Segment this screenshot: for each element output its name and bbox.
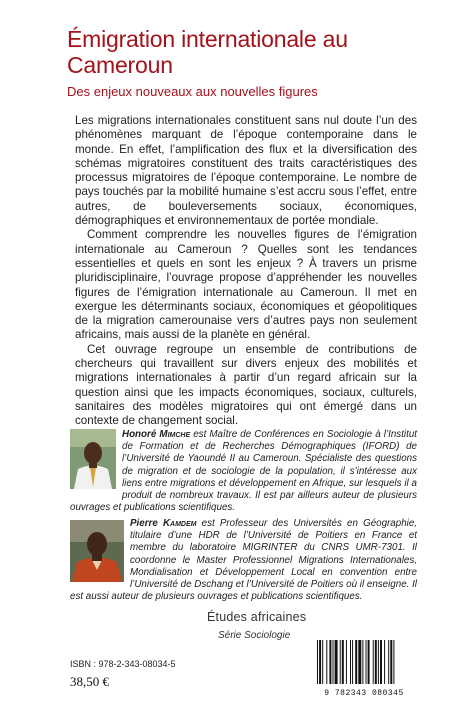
barcode-digits: 9 782343 080345 xyxy=(324,689,404,698)
price: 38,50 € xyxy=(70,674,109,689)
author-2-first-name: Pierre xyxy=(130,518,158,529)
author-2-last-name: Kamdem xyxy=(162,518,197,529)
isbn: ISBN : 978-2-343-08034-5 xyxy=(70,659,176,669)
author-bio-2 xyxy=(70,518,417,603)
book-subtitle: Des enjeux nouveaux aux nouvelles figures xyxy=(67,84,318,99)
book-title: Émigration internationale au Cameroun xyxy=(67,26,348,78)
summary-paragraph: Comment comprendre les nouvelles figures de l’émigration internationale au Cameroun ? Quelles sont les tendances essentielles et quels en sont les enjeux ? À travers un prisme pluridisciplinaire, l’ouvrage propose d’appréhender les nouvelles figures de l’émigration internationale au Cameroun. Il met en exergue les déterminants sociaux, économiques et géopolitiques de la migration camerounaise vers d’autres pays non seulement africains, mais aussi de la planète en général. xyxy=(75,228,417,342)
author-1-first-name: Honoré xyxy=(122,429,157,440)
summary-paragraph: Cet ouvrage regroupe un ensemble de contributions de chercheurs qui travaillent sur divers enjeux des mobilités et migrations internationales à partir d’un regard africain sur la question ainsi que les impacts économiques, sociaux, culturels, sanitaires des modèles migratoires qui ont émergé dans un contexte de changement social. xyxy=(75,342,417,428)
author-photo-2 xyxy=(70,520,124,582)
series-name: Études africaines xyxy=(207,610,307,624)
summary-paragraph: Les migrations internationales constituent sans nul doute l’un des phénomènes marquant de l’époque contemporaine dans le monde. En effet, l’amplification des flux et la diversification des schémas migratoires constituent des traits caractéristiques des processus migratoires de l’époque contemporaine. Le nombre de pays touchés par la mobilité humaine s’est accru sous l’effet, entre autres, de bouleversements sociaux, économiques, démographiques et environnementaux de portée mondiale. xyxy=(75,114,417,228)
author-1-bio-text: est Maître de Conférences en Sociologie à l’Institut de Formation et de Recherches Démographiques (IFORD) de l’Université de Yaoundé II au Cameroun. Spécialiste des questions de migration et de sociologie de la population, il s’intéresse aux liens entre migrations et développement en Afrique, sur lesquels il a produit de nombreux travaux. Il est par ailleurs auteur de plusieurs ouvrages et publications scientifiques. xyxy=(70,429,417,514)
author-bio-1 xyxy=(70,429,417,514)
author-1-last-name: Mimche xyxy=(159,429,191,440)
author-photo-1 xyxy=(70,429,116,489)
subseries-name: Série Sociologie xyxy=(218,630,291,641)
author-2-bio-text: est Professeur des Universités en Géographie, titulaire d’une HDR de l’Université de Poitiers en France et membre du laboratoire MIGRINTER du CNRS UMR-7301. Il coordonne le Master Professionnel Migrations Internationales, Mondialisation et Développement Local en convention entre l’Université de Dschang et l’Université de Poitiers où il enseigne. Il est aussi auteur de plusieurs ouvrages et publications scientifiques. xyxy=(70,518,417,603)
back-cover-summary xyxy=(75,114,417,429)
barcode xyxy=(313,638,415,698)
barcode-bars xyxy=(313,638,415,688)
